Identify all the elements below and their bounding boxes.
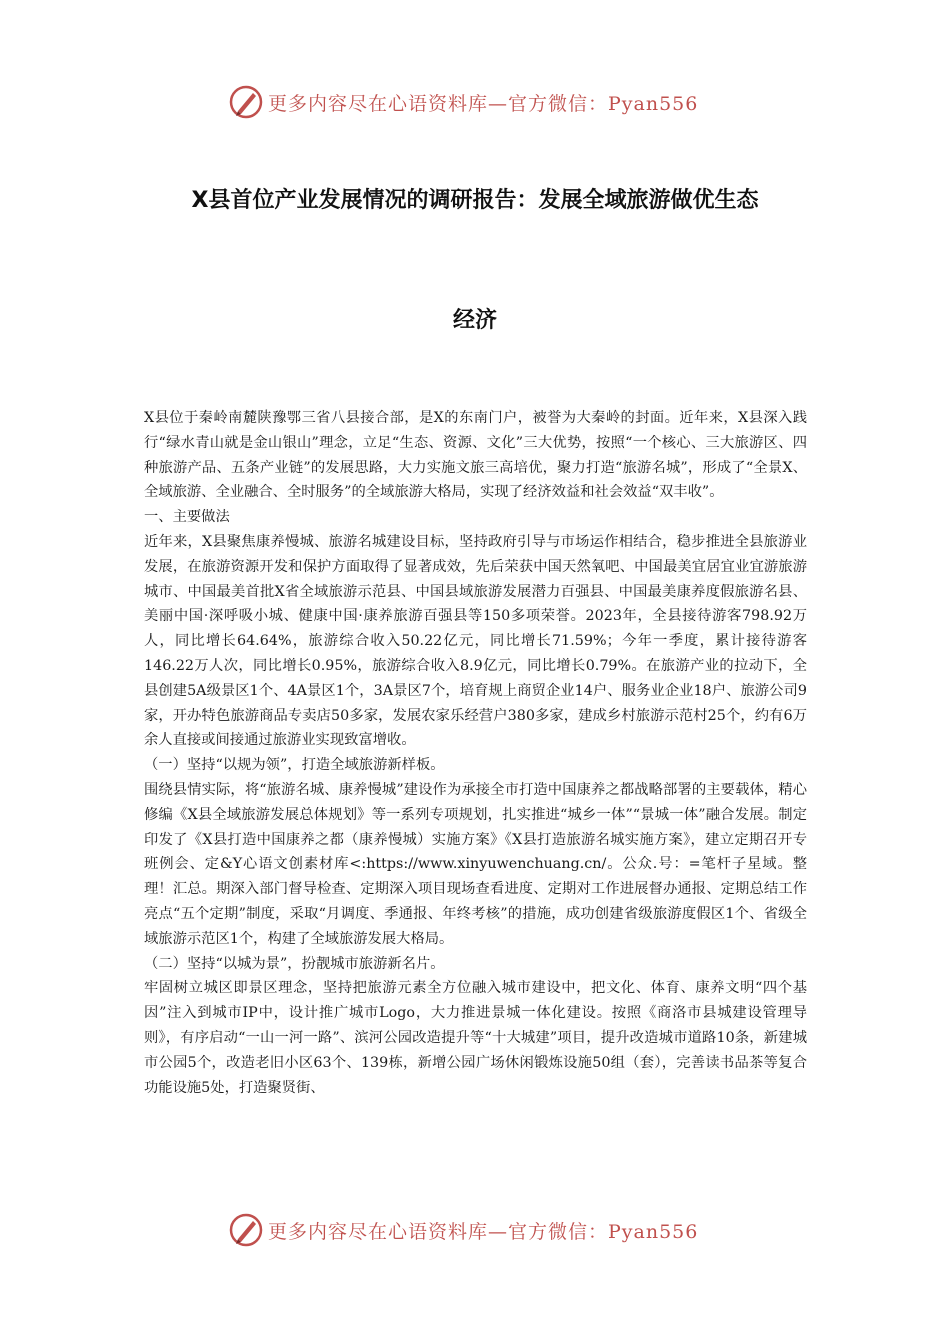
body-paragraph: 围绕县情实际，将“旅游名城、康养慢城”建设作为承接全市打造中国康养之都战略部署的主要载体，精心修编《X县全域旅游发展总体规划》等一系列专项规划，扎实推进“城乡一体”“景城一体”融合发展。制定印发了《X县打造中国康养之都（康养慢城）实施方案》《X县打造旅游名城实施方案》，建立定期召开专班例会、定&Y心语文创素材库<:https://www.xinyuwenchuang.cn/。公众.号：=笔杆子星域。整理！汇总。期深入部门督导检查、定期深入项目现场查看进度、定期对工作进展督办通报、定期总结工作亮点“五个定期”制度，采取“月调度、季通报、年终考核”的措施，成功创建省级旅游度假区1个、省级全域旅游示范区1个，构建了全域旅游发展大格局。 xyxy=(144,781,807,947)
body-paragraph: 牢固树立城区即景区理念，坚持把旅游元素全方位融入城市建设中，把文化、体育、康养文明“四个基因”注入到城市IP中，设计推广城市Logo，大力推进景城一体化建设。按照《商洛市县城建设管理导则》，有序启动“一山一河一路”、滨河公园改造提升等“十大城建”项目，提升改造城市道路10条，新建城市公园5个，改造老旧小区63个、139栋，新增公园广场休闲锻炼设施50组（套），完善读书品茶等复合功能设施5处，打造聚贤街、 xyxy=(144,980,807,1096)
subsection-heading: （一）坚持“以规为领”，打造全域旅游新样板。 xyxy=(144,757,445,774)
header-watermark-banner xyxy=(0,82,950,122)
watermark-text: 更多内容尽在心语资料库—官方微信：Pyan556 xyxy=(268,93,699,115)
document-body xyxy=(144,406,807,1100)
intro-paragraph: X县位于秦岭南麓陕豫鄂三省八县接合部，是X的东南门户，被誉为大秦岭的封面。近年来，X县深入践行“绿水青山就是金山银山”理念，立足“生态、资源、文化”三大优势，按照“一个核心、三大旅游区、四种旅游产品、五条产业链”的发展思路，大力实施文旅三高培优，聚力打造“旅游名城”，形成了“全景X、全域旅游、全业融合、全时服务”的全域旅游大格局，实现了经济效益和社会效益“双丰收”。 xyxy=(144,410,807,501)
subsection-heading: （二）坚持“以城为景”，扮靓城市旅游新名片。 xyxy=(144,955,445,972)
document-title-line-1: X县首位产业发展情况的调研报告：发展全域旅游做优生态 xyxy=(191,188,759,213)
body-paragraph: 近年来，X县聚焦康养慢城、旅游名城建设目标，坚持政府引导与市场运作相结合，稳步推进全县旅游业发展，在旅游资源开发和保护方面取得了显著成效，先后荣获中国天然氧吧、中国最美宜居宜业宜游旅游城市、中国最美首批X省全域旅游示范县、中国县域旅游发展潜力百强县、中国最美康养度假旅游名县、美丽中国·深呼吸小城、健康中国·康养旅游百强县等150多项荣誉。2023年，全县接待游客798.92万人，同比增长64.64%，旅游综合收入50.22亿元，同比增长71.59%；今年一季度，累计接待游客146.22万人次，同比增长0.95%，旅游综合收入8.9亿元，同比增长0.79%。在旅游产业的拉动下，全县创建5A级景区1个、4A景区1个，3A景区7个，培育规上商贸企业14户、服务业企业18户、旅游公司9家，开办特色旅游商品专卖店50多家，发展农家乐经营户380多家，建成乡村旅游示范村25个，约有6万余人直接或间接通过旅游业实现致富增收。 xyxy=(144,533,807,749)
pen-logo-icon xyxy=(228,1212,264,1248)
footer-watermark-banner xyxy=(0,1210,950,1250)
pen-logo-icon xyxy=(228,84,264,120)
document-title-line-2: 经济 xyxy=(452,308,497,333)
section-heading: 一、主要做法 xyxy=(144,509,230,526)
watermark-text: 更多内容尽在心语资料库—官方微信：Pyan556 xyxy=(268,1221,699,1243)
